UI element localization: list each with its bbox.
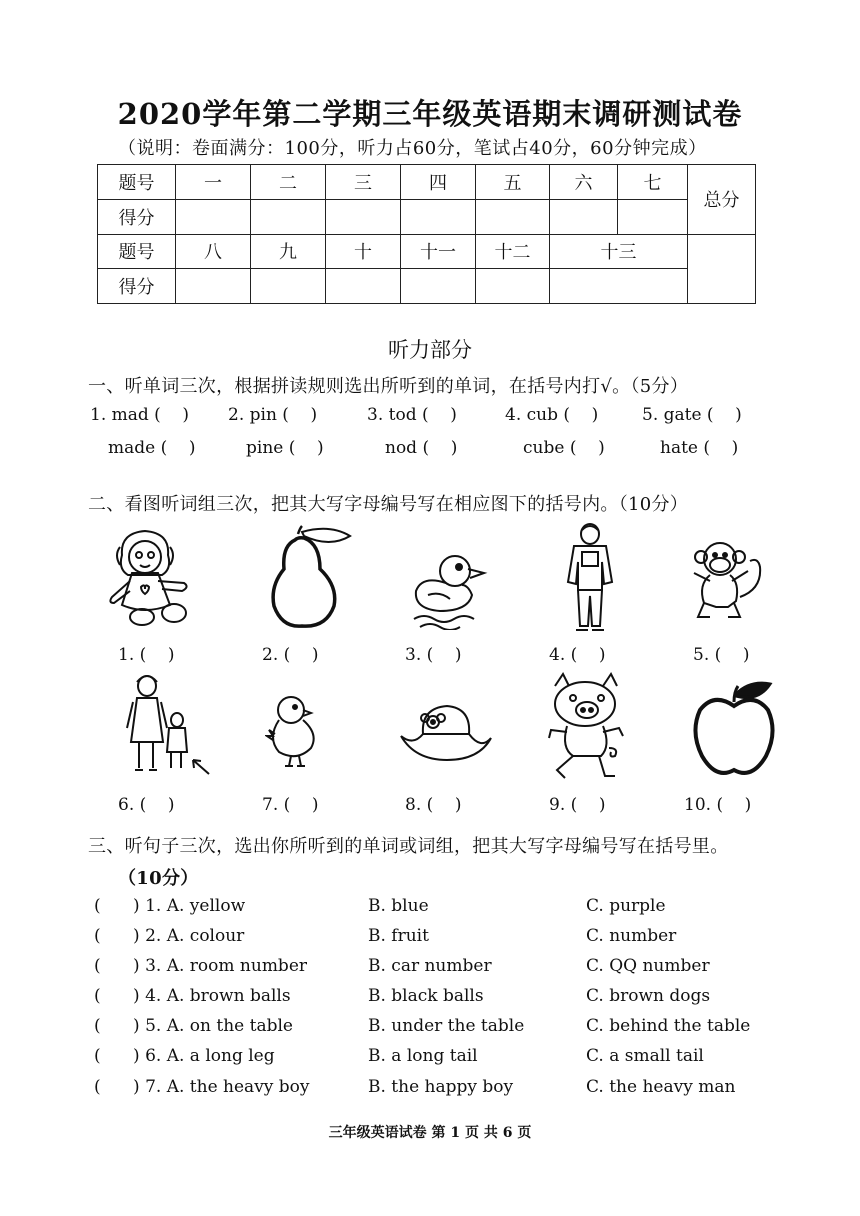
- q1-word-option: 3. tod ( ): [367, 405, 457, 425]
- score-header-cell: 二: [251, 165, 326, 200]
- q2-answer-label: 5. ( ): [693, 645, 750, 665]
- q3-item-c: C. QQ number: [586, 956, 710, 976]
- score-cell[interactable]: [476, 199, 550, 234]
- q3-item-a: ( ) 3. A. room number: [94, 956, 308, 976]
- q1-word-option: 4. cub ( ): [505, 405, 599, 425]
- q3-item-a: ( ) 6. A. a long leg: [94, 1046, 275, 1066]
- exam-instructions: （说明：卷面满分：100分，听力占60分，笔试占40分，60分钟完成）: [118, 138, 707, 159]
- doll-picture: [100, 525, 200, 630]
- total-score-label: 总分: [688, 165, 756, 235]
- score-row-label: 题号: [98, 165, 176, 200]
- q2-answer-label: 9. ( ): [549, 795, 606, 815]
- total-score-cell[interactable]: [688, 234, 756, 304]
- chick-picture: [265, 690, 330, 770]
- q1-word-option: 5. gate ( ): [642, 405, 742, 425]
- q1-word-option: 1. mad ( ): [90, 405, 190, 425]
- score-header-cell: 九: [251, 234, 326, 269]
- q3-item-b: B. a long tail: [368, 1046, 478, 1066]
- page-footer: 三年级英语试卷 第 1 页 共 6 页: [328, 1125, 532, 1141]
- q3-item-c: C. the heavy man: [586, 1077, 736, 1097]
- q3-item-c: C. brown dogs: [586, 986, 711, 1006]
- score-row-label: 得分: [98, 199, 176, 234]
- score-cell[interactable]: [618, 199, 688, 234]
- score-table: [97, 164, 756, 304]
- score-header-cell: 八: [176, 234, 251, 269]
- q3-item-b: B. fruit: [368, 926, 429, 946]
- score-header-cell: 四: [401, 165, 476, 200]
- section-title-listening: 听力部分: [388, 338, 472, 362]
- question-3-heading: 三、听句子三次，选出你所听到的单词或词组，把其大写字母编号写在括号里。: [88, 836, 729, 857]
- score-cell[interactable]: [176, 269, 251, 304]
- q2-answer-label: 2. ( ): [262, 645, 319, 665]
- score-cell[interactable]: [326, 199, 401, 234]
- apple-picture: [690, 680, 780, 780]
- hat-picture: [395, 700, 495, 765]
- q2-answer-label: 7. ( ): [262, 795, 319, 815]
- q1-word-option: 2. pin ( ): [228, 405, 318, 425]
- score-header-cell: 五: [476, 165, 550, 200]
- q1-word-option: cube ( ): [523, 438, 605, 458]
- score-header-cell: 十二: [476, 234, 550, 269]
- score-header-cell: 七: [618, 165, 688, 200]
- score-header-cell: 三: [326, 165, 401, 200]
- q2-answer-label: 6. ( ): [118, 795, 175, 815]
- q1-word-option: made ( ): [108, 438, 196, 458]
- question-2-heading: 二、看图听词组三次，把其大写字母编号写在相应图下的括号内。（10分）: [88, 494, 689, 515]
- q3-item-a: ( ) 7. A. the heavy boy: [94, 1077, 310, 1097]
- score-cell[interactable]: [176, 199, 251, 234]
- score-row-label: 题号: [98, 234, 176, 269]
- q3-item-b: B. black balls: [368, 986, 484, 1006]
- q2-answer-label: 1. ( ): [118, 645, 175, 665]
- score-cell[interactable]: [550, 269, 688, 304]
- q2-answer-label: 3. ( ): [405, 645, 462, 665]
- monkey-picture: [688, 535, 768, 625]
- score-row-label: 得分: [98, 269, 176, 304]
- pig-picture: [545, 672, 630, 787]
- q3-item-c: C. a small tail: [586, 1046, 704, 1066]
- duck-picture: [410, 545, 490, 630]
- score-cell[interactable]: [326, 269, 401, 304]
- q1-word-option: nod ( ): [385, 438, 458, 458]
- score-header-cell: 十一: [401, 234, 476, 269]
- score-cell[interactable]: [251, 199, 326, 234]
- q3-item-a: ( ) 2. A. colour: [94, 926, 245, 946]
- mother-and-child-picture: [125, 672, 215, 782]
- score-cell[interactable]: [550, 199, 618, 234]
- question-1-heading: 一、听单词三次，根据拼读规则选出所听到的单词，在括号内打√。（5分）: [88, 376, 689, 397]
- score-header-cell: 一: [176, 165, 251, 200]
- q1-word-option: pine ( ): [246, 438, 324, 458]
- q2-answer-label: 8. ( ): [405, 795, 462, 815]
- q3-item-b: B. the happy boy: [368, 1077, 514, 1097]
- score-header-cell: 六: [550, 165, 618, 200]
- q3-item-c: C. purple: [586, 896, 666, 916]
- exam-title: 2020学年第二学期三年级英语期末调研测试卷: [117, 97, 743, 131]
- question-3-points: （10分）: [118, 868, 199, 889]
- q3-item-a: ( ) 4. A. brown balls: [94, 986, 291, 1006]
- q3-item-c: C. behind the table: [586, 1016, 751, 1036]
- q3-item-b: B. car number: [368, 956, 492, 976]
- q3-item-a: ( ) 5. A. on the table: [94, 1016, 293, 1036]
- q2-answer-label: 4. ( ): [549, 645, 606, 665]
- score-cell[interactable]: [401, 269, 476, 304]
- score-cell[interactable]: [401, 199, 476, 234]
- q2-answer-label: 10. ( ): [684, 795, 752, 815]
- man-picture: [560, 522, 620, 637]
- pear-picture: [260, 524, 355, 629]
- q3-item-c: C. number: [586, 926, 677, 946]
- q3-item-b: B. blue: [368, 896, 429, 916]
- score-cell[interactable]: [476, 269, 550, 304]
- q3-item-a: ( ) 1. A. yellow: [94, 896, 246, 916]
- q3-item-b: B. under the table: [368, 1016, 525, 1036]
- score-header-cell: 十三: [550, 234, 688, 269]
- score-cell[interactable]: [251, 269, 326, 304]
- q1-word-option: hate ( ): [660, 438, 739, 458]
- score-header-cell: 十: [326, 234, 401, 269]
